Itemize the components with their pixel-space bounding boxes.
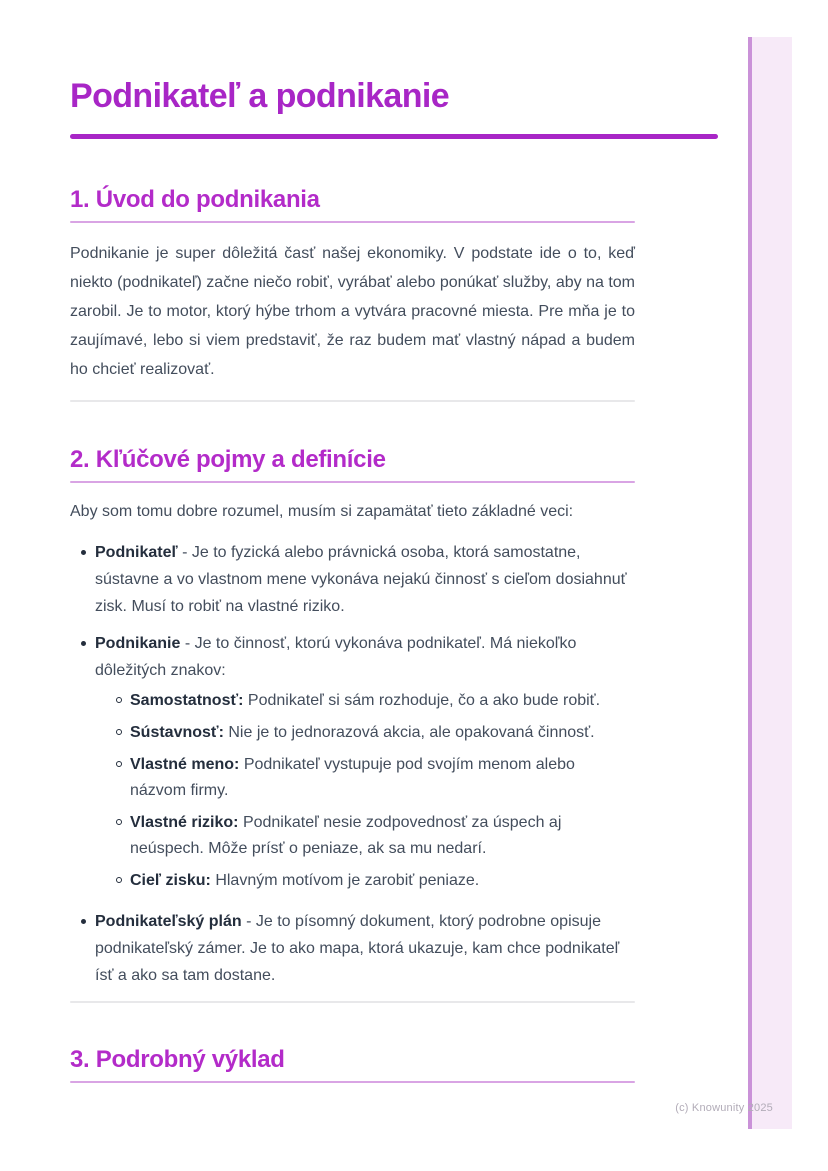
sub-list-item-ciel-zisku xyxy=(95,868,635,894)
sub-term-label: Vlastné riziko: xyxy=(130,813,239,831)
section-underline-2 xyxy=(70,481,635,483)
circle-bullet-icon xyxy=(116,819,122,825)
document-content xyxy=(70,0,635,1083)
sub-term-desc: Podnikateľ nesie zodpovednosť za úspech aj neúspech. Môže prísť o peniaze, ak sa mu nedarí. xyxy=(130,813,562,857)
sub-list-item-samostatnost xyxy=(95,688,635,714)
section-divider-1 xyxy=(70,400,635,402)
list-item-podnikanie xyxy=(70,630,635,894)
key-terms-intro: Aby som tomu dobre rozumel, musím si zapamätať tieto základné veci: xyxy=(70,502,574,520)
sub-term-desc: Nie je to jednorazová akcia, ale opakovaná činnosť. xyxy=(228,723,595,741)
sub-term-label: Cieľ zisku: xyxy=(130,871,211,889)
bullet-icon xyxy=(81,550,86,555)
title-rule xyxy=(70,134,718,139)
section-divider-2 xyxy=(70,1001,635,1003)
section-detailed xyxy=(70,1045,635,1083)
section-key-terms xyxy=(70,445,635,1003)
bullet-icon xyxy=(81,919,86,924)
circle-bullet-icon xyxy=(116,697,122,703)
sub-list-item-vlastne-riziko xyxy=(95,810,635,862)
circle-bullet-icon xyxy=(116,729,122,735)
sub-term-desc: Hlavným motívom je zarobiť peniaze. xyxy=(215,871,480,889)
section-underline-3 xyxy=(70,1081,635,1083)
sub-term-label: Samostatnosť: xyxy=(130,691,244,709)
footer-credit: (c) Knowunity 2025 xyxy=(675,1102,773,1114)
term-desc: - Je to činnosť, ktorú vykonáva podnikateľ. Má niekoľko dôležitých znakov: xyxy=(95,634,577,679)
circle-bullet-icon xyxy=(116,877,122,883)
sub-term-list xyxy=(95,688,635,894)
circle-bullet-icon xyxy=(116,761,122,767)
term-label: Podnikateľ xyxy=(95,543,178,561)
list-item-podnikatel xyxy=(70,539,635,620)
section-heading-1: 1. Úvod do podnikania xyxy=(70,185,320,213)
sub-term-desc: Podnikateľ vystupuje pod svojím menom alebo názvom firmy. xyxy=(130,755,575,799)
term-list xyxy=(70,539,635,989)
sub-term-desc: Podnikateľ si sám rozhoduje, čo a ako bude robiť. xyxy=(247,691,601,709)
sub-term-label: Vlastné meno: xyxy=(130,755,240,773)
section-underline-1 xyxy=(70,221,635,223)
section-heading-2: 2. Kľúčové pojmy a definície xyxy=(70,445,386,473)
term-desc: - Je to písomný dokument, ktorý podrobne opisuje podnikateľský zámer. Je to ako mapa, ktorá ukazuje, kam chce podnikateľ ísť a ako sa tam dostane. xyxy=(95,912,620,984)
page-title: Podnikateľ a podnikanie xyxy=(70,77,450,115)
intro-paragraph: Podnikanie je super dôležitá časť našej ekonomiky. V podstate ide o to, keď niekto (podnikateľ) začne niečo robiť, vyrábať alebo ponúkať služby, aby na tom zarobil. Je to motor, ktorý hýbe trhom a vytvára pracovné miesta. Pre mňa je to zaujímavé, lebo si viem predstaviť, že raz budem mať vlastný nápad a budem ho chcieť realizovať. xyxy=(70,244,635,378)
section-heading-3: 3. Podrobný výklad xyxy=(70,1045,285,1073)
term-label: Podnikanie xyxy=(95,634,181,652)
term-desc: - Je to fyzická alebo právnická osoba, ktorá samostatne, sústavne a vo vlastnom mene vykonáva nejakú činnosť s cieľom dosiahnuť zisk. Musí to robiť na vlastné riziko. xyxy=(95,543,627,615)
term-label: Podnikateľský plán xyxy=(95,912,242,930)
sub-term-label: Sústavnosť: xyxy=(130,723,224,741)
section-intro xyxy=(70,185,635,402)
sub-list-item-sustavnost xyxy=(95,720,635,746)
bullet-icon xyxy=(81,641,86,646)
sub-list-item-vlastne-meno xyxy=(95,752,635,804)
right-page-strip xyxy=(748,37,792,1129)
list-item-podnikatelsky-plan xyxy=(70,908,635,989)
